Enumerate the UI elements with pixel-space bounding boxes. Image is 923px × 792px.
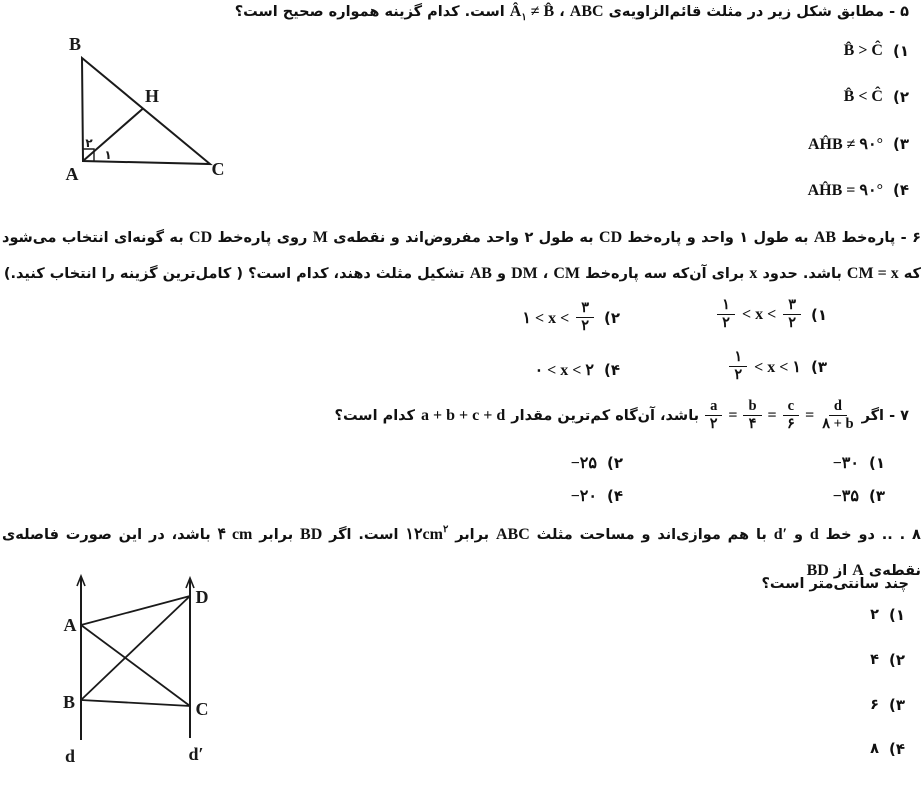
fraction: $\frac{۱}{۲}$ <box>717 297 735 333</box>
option-marker: (۲ <box>888 651 905 669</box>
option-expression: −۳۰ <box>832 455 859 472</box>
option-marker: (۴ <box>892 181 909 199</box>
option-marker: (۳ <box>868 487 885 505</box>
option-marker: (۲ <box>892 88 909 106</box>
equals-sign: = <box>767 406 777 424</box>
fraction: $\frac{۳}{۲}$ <box>576 300 594 336</box>
q6-option-2 <box>522 300 620 336</box>
q6-option-4 <box>535 360 620 380</box>
vertex-label-b: B <box>68 34 82 54</box>
q8-math-d-prime: d′ <box>773 526 788 543</box>
option-marker: (۳ <box>892 135 909 153</box>
q8-math-12cm2: $۱۲cm^۲$ <box>405 524 449 543</box>
equals-sign: = <box>728 406 738 424</box>
option-marker: (۱ <box>892 42 909 60</box>
question-6-text: ۶ - پاره‌خط AB به طول ۱ واحد و پاره‌خط CD به طول ۲ واحد مفروض‌اند و نقطه‌ی M روی پاره‌خط CD به گونه‌ای انتخاب می‌شود که CM = x باشد. حدود x برای آن‌که سه پاره‌خط CM ، DM و AB تشکیل مثلث دهند، کدام است؟ ( کامل‌ترین گزینه را انتخاب کنید.) <box>2 229 921 282</box>
q7-option-4 <box>571 486 623 506</box>
option-expression: $\frac{۱}{۲}$ < x < ۱ <box>729 349 801 385</box>
option-marker: (۴ <box>888 740 905 758</box>
fraction-d-8b: $\frac{d}{۸ + b}$ <box>822 398 854 433</box>
superscript-two: ۲ <box>442 524 449 535</box>
parallel-lines-svg <box>48 570 238 775</box>
option-expression: ۸ <box>870 741 879 757</box>
segment-bd <box>81 596 190 700</box>
q8-option-2 <box>870 651 905 669</box>
q7-option-2 <box>571 453 623 473</box>
q8-math-4cm: ۴ cm <box>217 526 253 543</box>
q6-option-1 <box>717 297 827 333</box>
question-7-text: ۷ - اگر $\frac{a}{۲}$ = $\frac{b}{۴}$ = $\frac{c}{۶}$ = $\frac{d}{۸ + b}$ باشد، آن‌گاه کم‌ترین مقدار a + b + c + d کدام است؟ <box>334 398 909 433</box>
q5-option-4 <box>808 180 909 200</box>
q8-math-abc: ABC <box>495 526 530 543</box>
angle-label-1: ۱ <box>104 148 112 162</box>
option-expression: ۱ < x < $\frac{۳}{۲}$ <box>522 300 594 336</box>
q7-option-1 <box>833 453 885 473</box>
option-expression: ۰ < x < ۲ <box>534 362 594 379</box>
option-expression: B̂ > Ĉ <box>843 42 883 59</box>
q6-math-cm: CM <box>553 265 581 282</box>
q6-math-x: x <box>749 265 758 282</box>
q6-math-cd: CD <box>599 229 623 246</box>
q7-math-sum: a + b + c + d <box>421 406 506 424</box>
option-marker: (۱ <box>868 454 885 472</box>
q8-option-4 <box>870 740 905 758</box>
option-marker: (۴ <box>603 361 620 379</box>
fraction: $\frac{۱}{۲}$ <box>729 349 747 385</box>
q8-math-a: A <box>852 562 864 579</box>
point-label-d: D <box>195 587 209 607</box>
q8-math-d: d <box>809 526 819 543</box>
q6-math-dm: DM <box>511 265 538 282</box>
q6-math-cm-equals-x: CM = x <box>846 265 899 282</box>
q5-text-part: ۵ - مطابق شکل زیر در مثلث قائم‌الزاویه‌ی <box>608 4 909 20</box>
point-label-c: C <box>195 699 209 719</box>
option-expression: $\frac{۱}{۲}$ < x < $\frac{۳}{۲}$ <box>717 297 801 333</box>
segment-bc <box>81 700 190 706</box>
parallel-lines-figure <box>48 570 238 780</box>
fraction-c-6: $\frac{c}{۶}$ <box>783 398 799 434</box>
question-8-text: ۸ . .. دو خط d و d′ با هم موازی‌اند و مساحت مثلث ABC برابر $۱۲cm^۲$ است. اگر BD برابر ۴ cm باشد، در این صورت فاصله‌ی نقطه‌ی A از BD <box>2 524 921 579</box>
point-label-h: H <box>144 86 160 106</box>
q8-option-1 <box>870 606 905 624</box>
cevian-ah <box>83 109 143 162</box>
option-marker: (۳ <box>810 357 827 376</box>
segment-ac <box>81 625 190 706</box>
q5-option-1 <box>844 42 909 60</box>
option-marker: (۱ <box>888 606 905 624</box>
triangle-figure <box>48 28 283 201</box>
option-marker: (۳ <box>888 696 905 714</box>
q5-comma: ، <box>559 4 565 20</box>
q5-option-2 <box>844 88 909 106</box>
option-expression: AĤB ≠ ۹۰° <box>807 136 883 153</box>
angle-label-2: ۲ <box>85 136 93 150</box>
q7-option-3 <box>833 486 885 506</box>
option-expression: −۲۵ <box>570 455 597 472</box>
triangle-outline <box>82 58 210 164</box>
option-expression: ۶ <box>870 697 879 713</box>
q5-option-3 <box>808 134 909 154</box>
fraction-b-4: $\frac{b}{۴}$ <box>743 398 761 434</box>
option-expression: ۲ <box>870 607 879 623</box>
question-8-text-line2: چند سانتی‌متر است؟ <box>761 576 909 592</box>
label-line-d-prime: d′ <box>188 744 204 764</box>
fraction: $\frac{۳}{۲}$ <box>783 297 801 333</box>
q6-option-3 <box>729 349 827 385</box>
option-expression: AĤB = ۹۰° <box>807 182 883 199</box>
fraction-a-2: $\frac{a}{۲}$ <box>705 398 722 434</box>
option-expression: B̂ < Ĉ <box>843 88 883 105</box>
q6-math-m: M <box>312 229 328 246</box>
option-expression: −۲۰ <box>570 488 597 505</box>
triangle-figure-svg <box>48 28 283 196</box>
vertex-label-c: C <box>211 159 225 179</box>
option-expression: ۴ <box>870 652 879 668</box>
point-label-a: A <box>63 615 77 635</box>
option-marker: (۲ <box>603 308 620 327</box>
q7-equation <box>705 398 856 434</box>
q6-math-cd2: CD <box>189 229 213 246</box>
label-line-d: d <box>64 746 76 766</box>
equals-sign: = <box>805 406 815 424</box>
q5-text-part: است. کدام گزینه همواره صحیح است؟ <box>234 4 505 20</box>
point-label-b: B <box>62 692 76 712</box>
q8-math-bd: BD <box>300 526 323 543</box>
q5-math-abc: ABC <box>569 3 604 20</box>
q5-math-angle-inequality: $Â_۱$ ≠ B̂ <box>509 3 555 23</box>
q8-option-3 <box>870 696 905 714</box>
question-5-text <box>235 3 909 23</box>
q8-math-bd2: BD <box>806 562 829 579</box>
option-marker: (۱ <box>810 305 827 324</box>
subscript-one: ۱ <box>521 12 527 23</box>
option-marker: (۴ <box>606 487 623 505</box>
q6-math-ab: AB <box>813 229 837 246</box>
q6-math-ab2: AB <box>469 265 492 282</box>
option-marker: (۲ <box>606 454 623 472</box>
option-expression: −۳۵ <box>832 488 859 505</box>
vertex-label-a: A <box>65 164 79 184</box>
